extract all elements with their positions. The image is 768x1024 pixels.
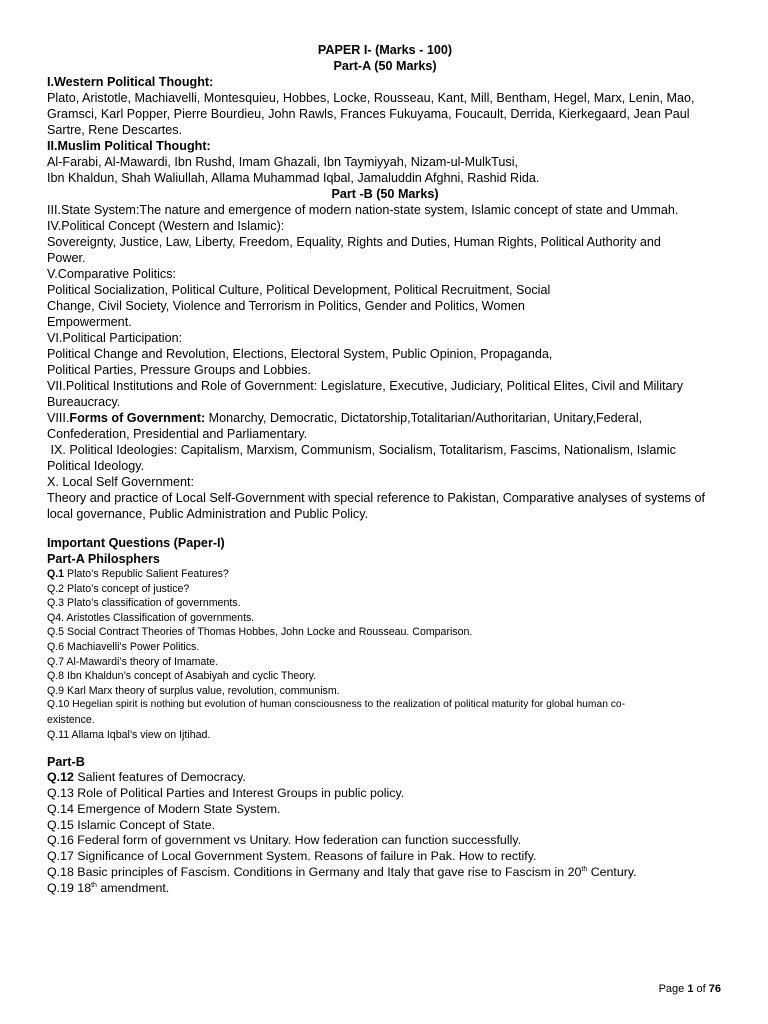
question-item (47, 881, 723, 897)
syllabus-line: Political Ideology. (47, 459, 145, 473)
superscript: th (91, 881, 97, 889)
question-number: Q.12 (47, 770, 74, 785)
syllabus-line: IX. Political Ideologies: Capitalism, Marxism, Communism, Socialism, Totalitarism, Fascims, Nationalism, Islamic (47, 443, 676, 457)
forms-of-government-label: Forms of Government: (69, 411, 206, 425)
syllabus-line: Confederation, Presidential and Parliamentary. (47, 427, 308, 441)
syllabus-line: III.State System:The nature and emergence of modern nation-state system, Islamic concept of state and Ummah. (47, 203, 679, 217)
question-item: Q.15 Islamic Concept of State. (47, 817, 216, 832)
page-total: 76 (708, 983, 721, 995)
question-item: Q.9 Karl Marx theory of surplus value, revolution, communism. (47, 684, 340, 697)
syllabus-line: X. Local Self Government: (47, 475, 194, 489)
western-thought-line: Sartre, Rene Descartes. (47, 123, 183, 137)
syllabus-line: VI.Political Participation: (47, 331, 183, 345)
question-item: Q.11 Allama Iqbal’s view on Ijtihad. (47, 728, 211, 741)
question-item: Q.17 Significance of Local Government System. Reasons of failure in Pak. How to rectify. (47, 849, 537, 864)
syllabus-line: Theory and practice of Local Self-Government with special reference to Pakistan, Comparative analyses of systems of (47, 491, 705, 505)
question-item: Q.14 Emergence of Modern State System. (47, 801, 281, 816)
question-number: Q.1 (47, 568, 65, 580)
syllabus-line: local governance, Public Administration and Public Policy. (47, 507, 369, 521)
syllabus-line: Political Change and Revolution, Elections, Electoral System, Public Opinion, Propaganda, (47, 347, 553, 361)
syllabus-line: Political Socialization, Political Culture, Political Development, Political Recruitment, Social (47, 283, 551, 297)
question-item: Q.2 Plato’s concept of justice? (47, 582, 190, 595)
part-a-title: Part-A (50 Marks) (333, 59, 437, 73)
syllabus-line: Bureaucracy. (47, 395, 121, 409)
syllabus-line: Political Parties, Pressure Groups and Lobbies. (47, 363, 311, 377)
question-item: Q.5 Social Contract Theories of Thomas Hobbes, John Locke and Rousseau. Comparison. (47, 626, 473, 639)
part-b-questions-heading: Part-B (47, 755, 85, 770)
document-page (47, 42, 723, 897)
question-text: Salient features of Democracy. (73, 770, 246, 785)
western-thought-heading: I.Western Political Thought: (47, 75, 214, 89)
question-item: Q.13 Role of Political Parties and Interest Groups in public policy. (47, 785, 405, 800)
question-item (47, 865, 723, 881)
question-text: Q.19 18 (47, 880, 92, 895)
question-item (47, 770, 723, 786)
question-item: Q4. Aristotles Classification of governments. (47, 611, 255, 624)
muslim-thought-line: Ibn Khaldun, Shah Waliullah, Allama Muhammad Iqbal, Jamaluddin Afghni, Rashid Rida. (47, 171, 540, 185)
superscript: th (581, 865, 588, 873)
page-number: 1 (687, 983, 694, 995)
syllabus-line: Power. (47, 251, 86, 265)
syllabus-line: Empowerment. (47, 315, 132, 329)
page-of-label: of (693, 983, 709, 995)
syllabus-line: IV.Political Concept (Western and Islamic): (47, 219, 285, 233)
syllabus-line: V.Comparative Politics: (47, 267, 177, 281)
question-item: Q.10 Hegelian spirit is nothing but evolution of human consciousness to the realization of political maturity for global human co- (47, 699, 626, 711)
muslim-thought-heading: II.Muslim Political Thought: (47, 139, 211, 153)
question-text: Century. (587, 864, 637, 879)
syllabus-line-forms (47, 410, 723, 426)
syllabus-prefix: VIII. (47, 411, 70, 425)
syllabus-text: Monarchy, Democratic, Dictatorship,Totalitarian/Authoritarian, Unitary,Federal, (205, 411, 643, 425)
question-item: Q.8 Ibn Khaldun’s concept of Asabiyah and cyclic Theory. (47, 670, 317, 683)
question-text: amendment. (96, 880, 170, 895)
question-item: Q.16 Federal form of government vs Unitary. How federation can function successfully. (47, 833, 522, 848)
syllabus-line: Sovereignty, Justice, Law, Liberty, Freedom, Equality, Rights and Duties, Human Rights, Political Authority and (47, 235, 661, 249)
page-footer (659, 982, 721, 996)
syllabus-line: Change, Civil Society, Violence and Terrorism in Politics, Gender and Politics, Women (47, 299, 525, 313)
part-b-title: Part -B (50 Marks) (331, 187, 439, 201)
page-label: Page (658, 983, 688, 995)
question-text: Plato’s Republic Salient Features? (64, 568, 229, 580)
western-thought-line: Plato, Aristotle, Machiavelli, Montesquieu, Hobbes, Locke, Rousseau, Kant, Mill, Bentham, Hegel, Marx, Lenin, Mao, (47, 91, 695, 105)
muslim-thought-line: Al-Farabi, Al-Mawardi, Ibn Rushd, Imam Ghazali, Ibn Taymiyyah, Nizam-ul-MulkTusi, (47, 155, 519, 169)
important-questions-heading: Important Questions (Paper-I) (47, 536, 225, 550)
question-item: Q.6 Machiavelli’s Power Politics. (47, 640, 200, 653)
paper-title: PAPER I- (Marks - 100) (317, 43, 453, 57)
western-thought-line: Gramsci, Karl Popper, Pierre Bourdieu, John Rawls, Frances Fukuyama, Foucault, Derrida, Kierkegaard, Jean Paul (47, 107, 690, 121)
question-item: Q.3 Plato’s classification of governments. (47, 597, 241, 610)
question-item (47, 567, 723, 582)
syllabus-line: VII.Political Institutions and Role of Government: Legislature, Executive, Judiciary, Political Elites, Civil and Military (47, 379, 684, 393)
question-text: Q.18 Basic principles of Fascism. Conditions in Germany and Italy that gave rise to Fascism in 20 (47, 864, 582, 879)
question-item: Q.7 Al-Mawardi’s theory of Imamate. (47, 655, 219, 668)
question-item: existence. (47, 713, 95, 726)
part-a-philosophers-heading: Part-A Philosphers (47, 552, 160, 566)
